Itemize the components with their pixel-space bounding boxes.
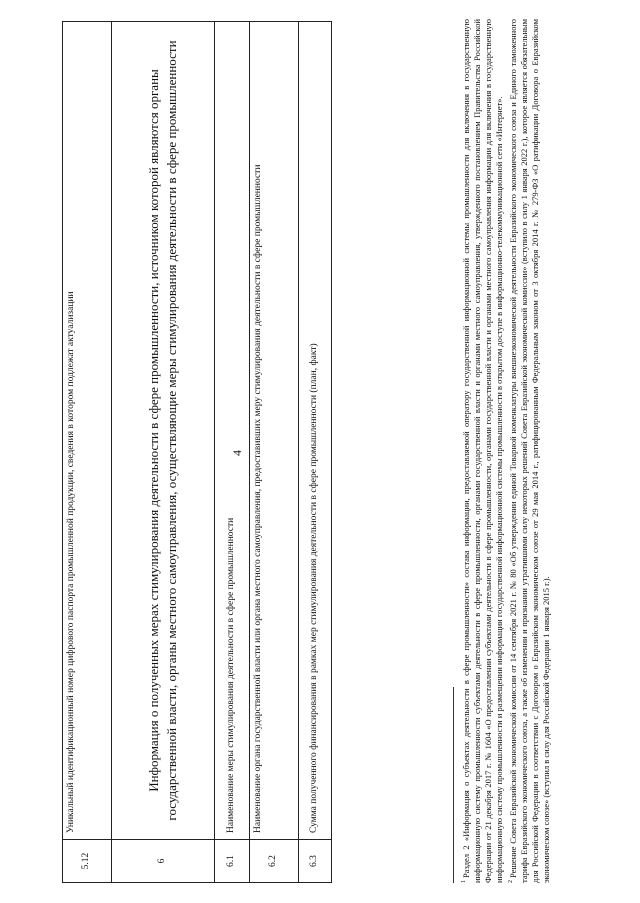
rotated-content [10, 13, 630, 893]
row-text: Наименование меры стимулирования деятельности в сфере промышленности [215, 22, 250, 840]
footnote-mark: 1 [461, 880, 468, 883]
row-number: 6.1 [215, 840, 250, 883]
footnote-divider [453, 687, 454, 883]
footnote [461, 19, 505, 883]
table-row [63, 22, 112, 883]
footnotes [461, 19, 555, 883]
row-number: 6.3 [299, 840, 332, 883]
footnote [508, 19, 552, 883]
page-number: 4 [230, 450, 244, 456]
row-text: Наименование органа государственной власти или органа местного самоуправления, предоставивших меру стимулирования деятельности в сфере промышленности [250, 22, 299, 840]
table-row [250, 22, 299, 883]
footnote-text: Решение Совета Евразийской экономической комиссии от 14 сентября 2021 г. № 80 «Об утверждении единой Товарной номенклатуры внешнеэкономической деятельности Евразийского экономического союза и Единого таможенного тарифа Евразийского экономического союза, а также об изменении и признании утратившими силу некоторых решений Совета Евразийской экономической комиссии» (вступило в силу 1 января 2022 г.), которое является обязательным для Российской Федерации в соответствии с Договором о Евразийском экономическом союзе от 29 мая 2014 г., ратифицированным Федеральным законом от 3 октября 2014 г. № 279-ФЗ «О ратификации Договора о Евразийском экономическом союзе» (вступил в силу для Российской Федерации 1 января 2015 г.). [508, 19, 552, 883]
footnote-text: Раздел 2 «Информация о субъектах деятельности в сфере промышленности» состава информации, предоставляемой оператору государственной информационной системы промышленности для включения в государственную информационную систему промышленности субъектами деятельности в сфере промышленности, органами государственной власти и органами местного самоуправления, утвержденного постановлением Правительства Российской Федерации от 21 декабря 2017 г. № 1604 «О предоставлении субъектами деятельности в сфере промышленности, органами государственной власти и органами местного самоуправления информации для включения в государственную информационную систему промышленности и размещении информации государственной информационной системы промышленности в открытом доступе в информационно-телекоммуникационной сети «Интернет». [461, 19, 505, 883]
row-number: 5.12 [63, 840, 112, 883]
table-row [299, 22, 332, 883]
row-text: Уникальный идентификационный номер цифрового паспорта промышленной продукции, сведения в котором подлежат актуализации [63, 22, 112, 840]
table-row [112, 22, 215, 883]
row-text: Сумма полученного финансирования в рамках мер стимулирования деятельности в сфере промышленности (план, факт) [299, 22, 332, 840]
footnote-mark: 2 [508, 880, 515, 883]
requirements-table [62, 21, 332, 883]
row-number: 6.2 [250, 840, 299, 883]
row-number: 6 [112, 840, 215, 883]
table-row [215, 22, 250, 883]
section-heading: Информация о полученных мерах стимулирования деятельности в сфере промышленности, источником которой являются органы государственной власти, органы местного самоуправления, осуществляющие меры стимулирования деятельности в сфере промышленности [112, 22, 215, 840]
